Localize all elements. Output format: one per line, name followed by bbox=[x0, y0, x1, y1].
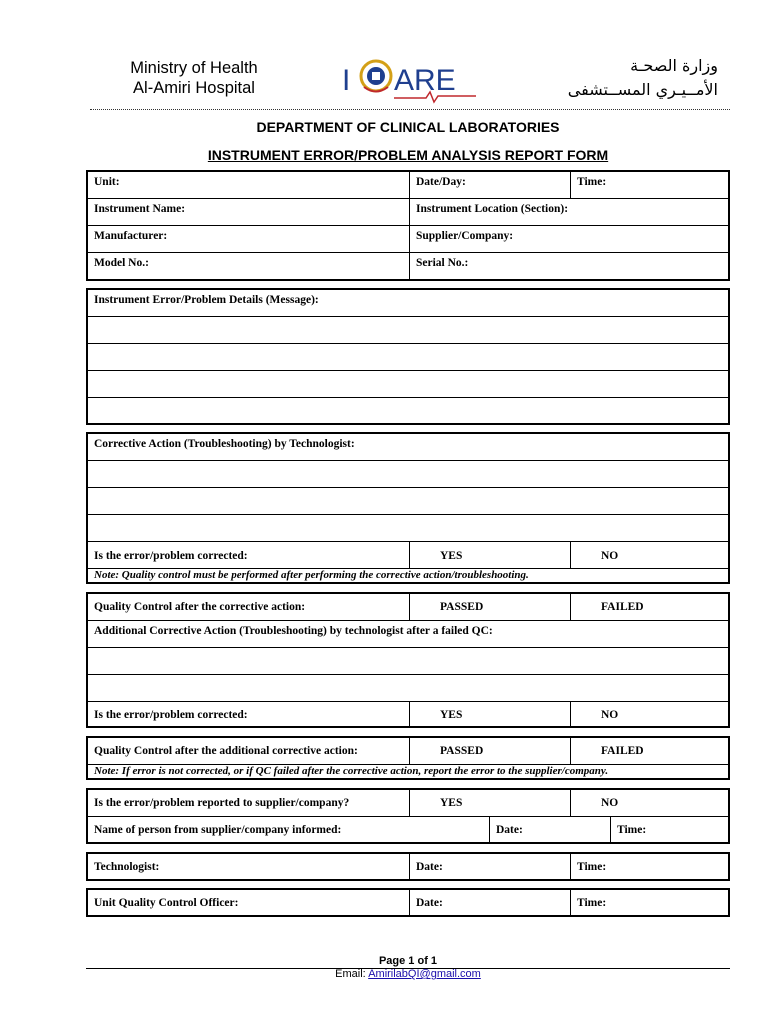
table-row bbox=[88, 817, 728, 842]
qc-after-additional-label: Quality Control after the additional corrective action: bbox=[88, 738, 410, 764]
table-row bbox=[88, 790, 728, 817]
technologist-date-field[interactable]: Date: bbox=[410, 854, 571, 879]
no-option[interactable]: NO bbox=[601, 550, 619, 562]
table-row bbox=[88, 542, 728, 569]
additional-action-line[interactable] bbox=[88, 675, 728, 702]
time-field[interactable]: Time: bbox=[577, 176, 607, 188]
error-details-line[interactable] bbox=[88, 398, 728, 423]
error-details-line[interactable] bbox=[88, 317, 728, 344]
qc-after-action-section bbox=[86, 592, 730, 728]
technologist-field[interactable]: Technologist: bbox=[88, 854, 410, 879]
technologist-time-field[interactable]: Time: bbox=[577, 861, 607, 873]
yes-option-2[interactable]: YES bbox=[410, 702, 571, 726]
corrected-question-2: Is the error/problem corrected: bbox=[88, 702, 410, 726]
yes-option[interactable]: YES bbox=[410, 542, 571, 568]
table-row bbox=[88, 854, 728, 879]
passed-option[interactable]: PASSED bbox=[410, 594, 571, 620]
failed-option-2[interactable]: FAILED bbox=[601, 745, 644, 757]
org-line-1: Ministry of Health bbox=[130, 59, 258, 77]
officer-date-field[interactable]: Date: bbox=[410, 890, 571, 915]
qc-note: Note: Quality control must be performed after performing the corrective action/troubleshooting. bbox=[94, 569, 529, 581]
error-details-section bbox=[86, 288, 730, 425]
no-option-3[interactable]: NO bbox=[601, 797, 619, 809]
error-details-line[interactable] bbox=[88, 371, 728, 398]
passed-option-2[interactable]: PASSED bbox=[410, 738, 571, 764]
table-row bbox=[88, 290, 728, 317]
model-no-field[interactable]: Model No.: bbox=[88, 253, 410, 279]
corrective-action-line[interactable] bbox=[88, 488, 728, 515]
table-row bbox=[88, 172, 728, 199]
manufacturer-field[interactable]: Manufacturer: bbox=[88, 226, 410, 252]
logo-word-are: ARE bbox=[394, 64, 456, 97]
corrective-action-label: Corrective Action (Troubleshooting) by Technologist: bbox=[94, 438, 355, 450]
yes-option-3[interactable]: YES bbox=[410, 790, 571, 816]
arabic-line-2: الأمــيـري المســتشفى bbox=[567, 80, 718, 99]
arabic-org-name bbox=[520, 54, 718, 102]
page-number: Page 1 of 1 bbox=[378, 955, 438, 967]
corrected-question: Is the error/problem corrected: bbox=[88, 542, 410, 568]
instrument-info-section bbox=[86, 170, 730, 281]
reported-question: Is the error/problem reported to supplier/company? bbox=[88, 790, 410, 816]
informed-date-field[interactable]: Date: bbox=[490, 817, 611, 842]
email-link[interactable]: AmirilabQI@gmail.com bbox=[368, 968, 481, 980]
date-day-field[interactable]: Date/Day: bbox=[410, 172, 571, 198]
officer-time-field[interactable]: Time: bbox=[577, 897, 607, 909]
serial-no-field[interactable]: Serial No.: bbox=[416, 257, 469, 269]
org-name bbox=[96, 58, 292, 98]
qc-after-additional-section bbox=[86, 736, 730, 780]
technologist-section bbox=[86, 852, 730, 881]
org-line-2: Al-Amiri Hospital bbox=[133, 79, 255, 97]
header-divider bbox=[90, 109, 730, 110]
table-row bbox=[88, 199, 728, 226]
footer-email bbox=[0, 968, 768, 980]
email-label: Email: bbox=[335, 968, 366, 980]
table-row bbox=[88, 253, 728, 279]
additional-action-label: Additional Corrective Action (Troubleshooting) by technologist after a failed QC: bbox=[94, 625, 493, 637]
failed-option[interactable]: FAILED bbox=[601, 601, 644, 613]
arabic-line-1: وزارة الصحـة bbox=[630, 56, 718, 75]
table-row bbox=[88, 226, 728, 253]
icare-logo bbox=[338, 52, 484, 104]
person-informed-field[interactable]: Name of person from supplier/company informed: bbox=[88, 817, 490, 842]
error-details-label: Instrument Error/Problem Details (Message): bbox=[94, 294, 319, 306]
logo-letter-i: I bbox=[342, 64, 351, 97]
instrument-location-field[interactable]: Instrument Location (Section): bbox=[416, 203, 569, 215]
form-title: INSTRUMENT ERROR/PROBLEM ANALYSIS REPORT FORM bbox=[207, 147, 609, 163]
table-row bbox=[88, 434, 728, 461]
table-row bbox=[88, 890, 728, 915]
table-row bbox=[88, 738, 728, 765]
supplier-report-section bbox=[86, 788, 730, 844]
supplier-field[interactable]: Supplier/Company: bbox=[416, 230, 514, 242]
table-row bbox=[88, 594, 728, 621]
qc-after-label: Quality Control after the corrective action: bbox=[88, 594, 410, 620]
instrument-name-field[interactable]: Instrument Name: bbox=[88, 199, 410, 225]
table-row bbox=[88, 702, 728, 726]
informed-time-field[interactable]: Time: bbox=[617, 824, 647, 836]
unit-field[interactable]: Unit: bbox=[88, 172, 410, 198]
qc-officer-field[interactable]: Unit Quality Control Officer: bbox=[88, 890, 410, 915]
qc-officer-section bbox=[86, 888, 730, 917]
corrective-action-section bbox=[86, 432, 730, 584]
report-note: Note: If error is not corrected, or if QC failed after the corrective action, report the error to the supplier/company. bbox=[94, 765, 609, 777]
additional-action-line[interactable] bbox=[88, 648, 728, 675]
department-title: DEPARTMENT OF CLINICAL LABORATORIES bbox=[256, 119, 560, 135]
error-details-line[interactable] bbox=[88, 344, 728, 371]
corrective-action-line[interactable] bbox=[88, 461, 728, 488]
table-row bbox=[88, 621, 728, 648]
corrective-action-line[interactable] bbox=[88, 515, 728, 542]
no-option-2[interactable]: NO bbox=[601, 709, 619, 721]
